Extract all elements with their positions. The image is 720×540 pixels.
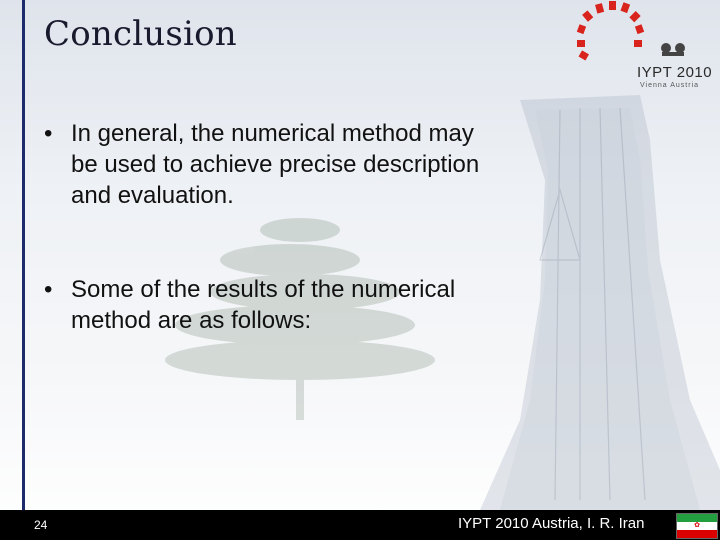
- logo-text: IYPT 2010: [637, 64, 713, 81]
- bullet-item: [44, 274, 494, 336]
- footer-bar: [0, 510, 720, 540]
- bullet-text: Some of the results of the numerical method are as follows:: [71, 276, 456, 334]
- left-accent-rule: [22, 0, 25, 540]
- bullet-list: [44, 118, 494, 399]
- footer-text: IYPT 2010 Austria, I. R. Iran: [458, 515, 645, 532]
- bullet-item: [44, 118, 494, 211]
- bullet-icon: •: [44, 120, 53, 147]
- iran-flag-icon: ✿: [676, 513, 718, 539]
- logo-subtext: Vienna Austria: [640, 82, 700, 89]
- bullet-icon: •: [44, 276, 53, 303]
- slide-title: Conclusion: [44, 14, 237, 54]
- bullet-text: In general, the numerical method may be used to achieve precise description and evaluation.: [71, 120, 480, 209]
- page-number: 24: [34, 518, 48, 532]
